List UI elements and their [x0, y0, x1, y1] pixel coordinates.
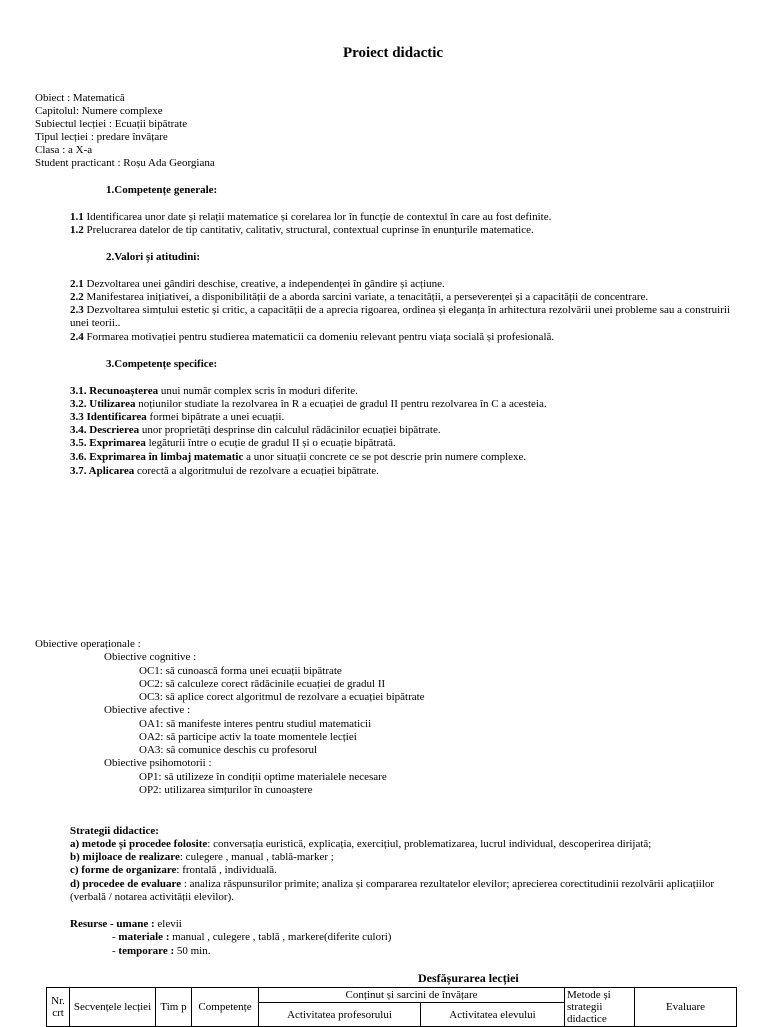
- info-lesson-subject: Subiectul lecției : Ecuații bipătrate: [35, 118, 188, 130]
- item-keyword: Descrierea: [86, 424, 140, 436]
- item-text: legăturii între o ecuție de gradul II și o ecuație bipătrată.: [145, 437, 396, 449]
- lesson-table: [46, 987, 737, 1027]
- resources-heading: Resurse - umane :: [70, 918, 155, 930]
- value-item: [70, 291, 648, 304]
- objective-item: OP2: utilizarea simțurilor în cunoaștere: [139, 784, 313, 796]
- objective-group-label: Obiective psihomotorii :: [104, 757, 212, 769]
- header-student-activity: Activitatea elevului: [421, 1003, 565, 1027]
- item-text: unor proprietăți desprinse din calculul rădăcinilor ecuației bipătrate.: [139, 424, 441, 436]
- item-number: 3.2.: [70, 398, 87, 410]
- item-text: Identificarea unor date și relații matematice și corelarea lor în funcție de contextul în care au fost definite.: [83, 211, 552, 223]
- resources-keyword: materiale :: [118, 931, 170, 943]
- item-text: Formarea motivației pentru studierea matematicii ca domeniu relevant pentru viața socială și profesională.: [83, 331, 555, 343]
- objective-item: OA3: să comunice deschis cu profesorul: [139, 744, 318, 756]
- item-keyword: Identificarea: [83, 411, 147, 423]
- item-number: 2.1: [70, 278, 84, 290]
- page-title: Proiect didactic: [342, 45, 444, 61]
- item-text: Prelucrarea datelor de tip cantitativ, calitativ, structural, contextual cuprinse în enunțurile matematice.: [83, 224, 534, 236]
- strategy-item: [70, 864, 277, 877]
- lesson-table-title: Desfășurarea lecției: [418, 971, 519, 985]
- item-number: 3.1.: [70, 385, 87, 397]
- resources-keyword: temporare :: [118, 945, 175, 957]
- strategy-text: : conversația euristică, explicația, exercițiul, problematizarea, lucrul individual, descoperirea dirijată;: [207, 838, 652, 850]
- item-number: 2.2: [70, 291, 84, 303]
- item-number: 2.4: [70, 331, 84, 343]
- value-item: [70, 304, 730, 331]
- section-general-heading: 1.Competențe generale:: [106, 184, 218, 196]
- resources-prefix: -: [112, 931, 119, 943]
- objectives-heading: Obiective operaționale :: [35, 638, 141, 650]
- item-number: 1.2: [70, 224, 84, 236]
- item-number: 3.6: [70, 451, 84, 463]
- item-text: unui număr complex scris în moduri diferite.: [158, 385, 358, 397]
- item-text: a unor situații concrete ce se pot descrie prin numere complexe.: [243, 451, 527, 463]
- objective-item: OP1: să utilizeze în condiții optime materialele necesare: [139, 771, 387, 783]
- resources-human-text: elevii: [154, 918, 182, 930]
- item-number: 3.3: [70, 411, 84, 423]
- section-values-heading: 2.Valori și atitudini:: [106, 251, 201, 263]
- header-teacher-activity: Activitatea profesorului: [259, 1003, 421, 1027]
- item-text: Manifestarea inițiativei, a disponibilității de a aborda sarcini variate, a tenacității, a perseverenței și a capacității de concentrare.: [83, 291, 649, 303]
- specific-competence-item: [70, 411, 284, 424]
- header-competences: Competențe: [192, 988, 259, 1027]
- specific-competence-item: [70, 398, 547, 411]
- specific-competence-item: [70, 424, 441, 437]
- value-item: [70, 331, 554, 344]
- objective-item: OC3: să aplice corect algoritmul de rezolvare a ecuației bipătrate: [139, 691, 425, 703]
- objective-item: OA2: să participe activ la toate momentele lecției: [139, 731, 357, 743]
- header-evaluation: Evaluare: [635, 988, 737, 1027]
- item-number: 3.7.: [70, 465, 87, 477]
- resources-text: manual , culegere , tablă , markere(diferite culori): [169, 931, 392, 943]
- section-specific-heading: 3.Competențe specifice:: [106, 358, 218, 370]
- value-item: [70, 278, 445, 291]
- strategy-keyword: b) mijloace de realizare: [70, 851, 180, 863]
- info-lesson-type: Tipul lecției : predare învățare: [35, 131, 168, 143]
- info-chapter: Capitolul: Numere complexe: [35, 105, 163, 117]
- resources-text: 50 min.: [174, 945, 211, 957]
- specific-competence-item: [70, 437, 396, 450]
- strategy-item: [70, 838, 651, 851]
- general-competence-item: [70, 224, 534, 237]
- objective-item: OC1: să cunoască forma unei ecuații bipătrate: [139, 665, 342, 677]
- objective-group-label: Obiective cognitive :: [104, 651, 197, 663]
- strategy-text: : frontală , individuală.: [176, 864, 277, 876]
- item-text: Dezvoltarea unei gândiri deschise, creative, a independenței în gândire și acțiune.: [83, 278, 445, 290]
- item-number: 3.5: [70, 437, 84, 449]
- resources-human: [70, 918, 182, 931]
- item-keyword: . Exprimarea: [83, 437, 146, 449]
- info-class: Clasa : a X-a: [35, 144, 93, 156]
- strategy-item: [70, 878, 735, 905]
- resources-prefix: -: [112, 945, 119, 957]
- item-text: formei bipătrate a unei ecuații.: [146, 411, 285, 423]
- item-keyword: Aplicarea: [86, 465, 135, 477]
- objective-item: OC2: să calculeze corect rădăcinile ecuației de gradul II: [139, 678, 386, 690]
- item-keyword: . Exprimarea în limbaj matematic: [83, 451, 244, 463]
- strategy-text: : analiza răspunsurilor primite; analiza și compararea rezultatelor elevilor; aprecierea corectitudinii rezolvării aplicațiilor (verbală / notarea activității elevilor).: [70, 878, 715, 904]
- header-methods: Metode și strategii didactice: [565, 988, 635, 1027]
- strategy-text: : culegere , manual , tablă-marker ;: [179, 851, 334, 863]
- item-number: 3.4.: [70, 424, 87, 436]
- objective-group-label: Obiective afective :: [104, 704, 191, 716]
- header-nr: Nr. crt: [47, 988, 70, 1027]
- resources-item: [112, 945, 210, 958]
- item-text: Dezvoltarea simțului estetic și critic, a capacității de a aprecia rigoarea, ordinea și eleganța în arhitectura rezolvării unei probleme sau a construirii unei teorii..: [70, 304, 731, 330]
- specific-competence-item: [70, 385, 358, 398]
- resources-item: [112, 931, 391, 944]
- item-text: corectă a algoritmului de rezolvare a ecuației bipătrate.: [134, 465, 379, 477]
- strategy-keyword: a) metode și procedee folosite: [70, 838, 208, 850]
- item-text: noțiunilor studiate la rezolvarea în R a ecuației de gradul II pentru rezolvarea în C a acesteia.: [135, 398, 547, 410]
- general-competence-item: [70, 211, 551, 224]
- strategy-keyword: c) forme de organizare: [70, 864, 177, 876]
- item-number: 1.1: [70, 211, 84, 223]
- header-content: Conținut și sarcini de învățare: [259, 988, 565, 1003]
- item-keyword: Recunoașterea: [86, 385, 159, 397]
- strategy-item: [70, 851, 334, 864]
- strategies-heading: Strategii didactice:: [70, 825, 159, 837]
- objective-item: OA1: să manifeste interes pentru studiul matematicii: [139, 718, 372, 730]
- item-keyword: Utilizarea: [86, 398, 136, 410]
- strategy-keyword: d) procedee de evaluare: [70, 878, 182, 890]
- specific-competence-item: [70, 465, 379, 478]
- header-time: Tim p: [156, 988, 192, 1027]
- info-subject: Obiect : Matematică: [35, 92, 125, 104]
- header-sequences: Secvențele lecției: [70, 988, 156, 1027]
- item-number: 2.3: [70, 304, 84, 316]
- specific-competence-item: [70, 451, 526, 464]
- info-student: Student practicant : Roșu Ada Georgiana: [35, 157, 215, 169]
